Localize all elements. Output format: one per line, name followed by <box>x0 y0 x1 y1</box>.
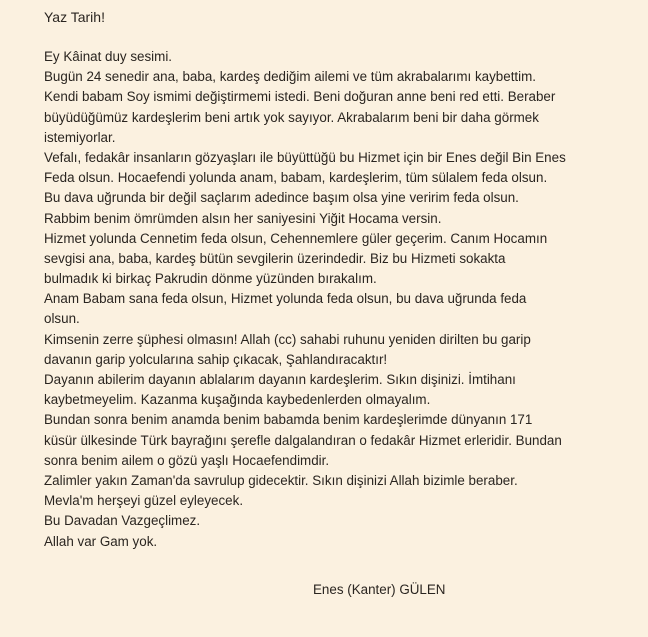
letter-line: büyüdüğümüz kardeşlerim beni artık yok sayıyor. Akrabalarım beni bir daha görmek <box>44 109 539 125</box>
letter-line: küsür ülkesinde Türk bayrağını şerefle dalgalandıran o fedakâr Hizmet erleridir. Bundan <box>44 432 562 448</box>
letter-line: bulmadık ki birkaç Pakrudin dönme yüzünden bırakalım. <box>44 271 377 287</box>
letter-line: Allah var Gam yok. <box>44 533 158 549</box>
letter-line: Kendi babam Soy ismimi değiştirmemi istedi. Beni doğuran anne beni red etti. Beraber <box>44 89 556 105</box>
letter-line: Ey Kâinat duy sesimi. <box>44 49 173 64</box>
letter-line: Vefalı, fedakâr insanların gözyaşları ile büyüttüğü bu Hizmet için bir Enes değil Bin Enes <box>44 149 566 165</box>
letter-line: Dayanın abilerim dayanın ablalarım dayanın kardeşlerim. Sıkın dişinizi. İmtihanı <box>44 372 516 387</box>
letter-line: istemiyorlar. <box>44 129 116 145</box>
letter-line: Bu Davadan Vazgeçlimez. <box>44 513 201 529</box>
letter-line: Bugün 24 senedir ana, baba, kardeş dediğim ailemi ve tüm akrabalarımı kaybettim. <box>44 69 536 85</box>
letter-signature: Enes (Kanter) GÜLEN <box>313 582 446 597</box>
letter-line: Kimsenin zerre şüphesi olmasın! Allah (cc) sahabi ruhunu yeniden dirilten bu garip <box>44 331 531 347</box>
letter-line: Feda olsun. Hocaefendi yolunda anam, babam, kardeşlerim, tüm sülalem feda olsun. <box>44 170 548 186</box>
letter-line: sevgisi ana, baba, kardeş bütün sevgilerin üzerindedir. Biz bu Hizmeti sokakta <box>44 250 506 266</box>
letter-line: Hizmet yolunda Cennetim feda olsun, Cehennemlere güler geçerim. Canım Hocamın <box>44 230 548 246</box>
letter-line: Anam Babam sana feda olsun, Hizmet yolunda feda olsun, bu dava uğrunda feda <box>44 291 527 307</box>
letter-heading: Yaz Tarih! <box>44 9 105 25</box>
letter-line: Mevla'm herşeyi güzel eyleyecek. <box>44 493 244 509</box>
letter-line: kaybetmeyelim. Kazanma kuşağında kaybedenlerden olmayalım. <box>44 392 431 408</box>
letter-line: Bu dava uğrunda bir değil saçlarım adedince başım olsa yine veririm feda olsun. <box>44 190 519 206</box>
letter-line: Rabbim benim ömrümden alsın her saniyesini Yiğit Hocama versin. <box>44 210 442 226</box>
letter-body <box>44 47 566 552</box>
letter-line: Bundan sonra benim anamda benim babamda benim kardeşlerimde dünyanın 171 <box>44 412 533 428</box>
letter-line: sonra benim ailem o gözü yaşlı Hocaefendimdir. <box>44 452 330 468</box>
letter-line: davanın garip yolcularına sahip çıkacak, Şahlandıracaktır! <box>44 351 388 367</box>
letter-line: olsun. <box>44 311 80 327</box>
letter-line: Zalimler yakın Zaman'da savrulup gidecektir. Sıkın dişinizi Allah bizimle beraber. <box>44 472 518 488</box>
